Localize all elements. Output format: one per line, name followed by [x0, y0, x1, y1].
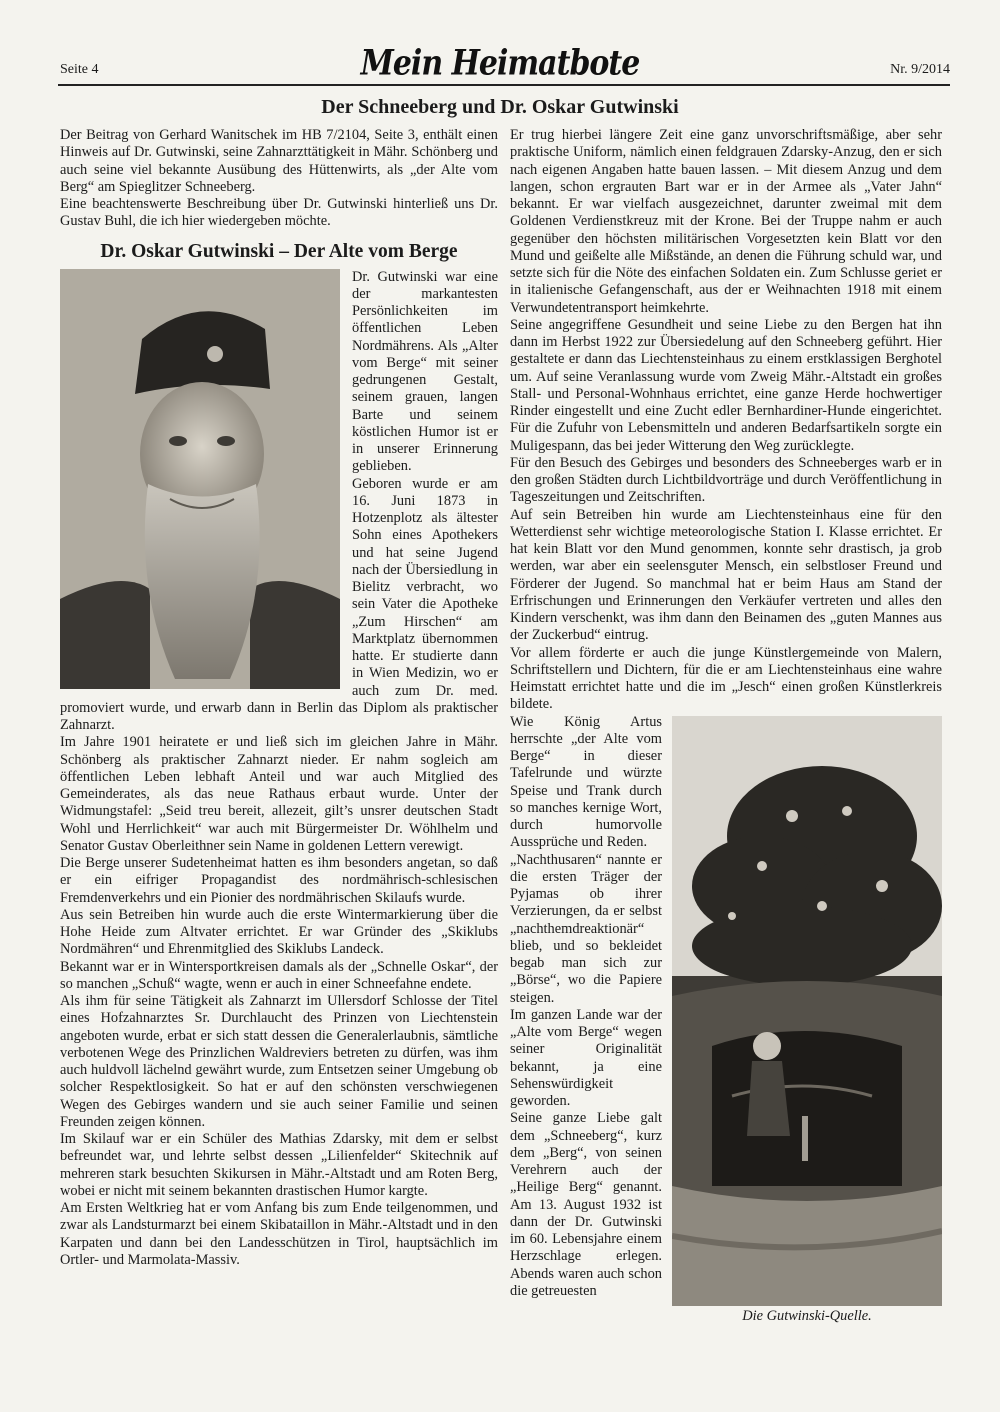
intro-paragraph: Eine beachtenswerte Beschreibung über Dr. Gutwinski hinterließ uns Dr. Gustav Buhl, die ich hier wiedergeben möchte. — [60, 196, 498, 230]
portrait-photo — [60, 269, 340, 689]
intro-paragraph: Der Beitrag von Gerhard Wanitschek im HB 7/2104, Seite 3, enthält einen Hinweis auf Dr. Gutwinski, seine Zahnarzttätigkeit in Mähr. Schönberg und auch seine viel bekannte Ausübung des Hüttenwirts, als „der Alte vom Berg“ am Spieglitzer Schneeberg. — [60, 127, 498, 195]
left-paragraph: Geboren wurde er am 16. Juni 1873 in Hotzenplotz als ältester Sohn eines Apothekers und hat seine Jugend nach der Übersiedlung in Bielitz verbracht, wo sein Vater die Apotheke „Zum Hirschen“ am Marktplatz übernommen hatte. Er studierte dann in Wien Medizin, wo er auch zum Dr. med. promoviert wurde, und erwarb dann in Berlin das Diplom als praktischer Zahnarzt. — [60, 475, 498, 733]
spring-photo — [672, 716, 942, 1306]
right-paragraph: Vor allem förderte er auch die junge Künstlergemeinde von Malern, Schriftstellern und Dichtern, für die er am Liechtensteinhaus eine wahre Heimstatt errichtet hatte und die im „Jesch“ einen großen Künstlerkreis bildete. — [510, 644, 942, 713]
issue-number: Nr. 9/2014 — [890, 62, 950, 77]
right-paragraph: Seine angegriffene Gesundheit und seine Liebe zu den Bergen hat ihn dann im Herbst 1922 zur Übersiedelung auf den Schneeberg geführt. Hier gestaltete er dann das Liechtensteinhaus zu einem erstklassigen Berghotel um. Auf seine Veranlassung wurde vom Zweig Mähr.-Altstadt ein großes Stall- und Personal-Wohnhaus errichtet, eine ganze Herde hochwertiger Rinder eingestellt und eine Zucht edler Bernhardiner-Hunde eingerichtet. Für die Zufuhr von Lebensmitteln und anderen Bedarfsartikeln sorgte ein Muligespann, das bei jeder Witterung den Weg zurücklegte. — [510, 316, 942, 454]
photo-caption: Die Gutwinski-Quelle. — [742, 1307, 872, 1324]
article-subtitle: Dr. Oskar Gutwinski – Der Alte vom Berge — [100, 240, 458, 262]
right-paragraph: Seine ganze Liebe galt dem „Schneeberg“, kurz dem „Berg“, von seinen Verehrern auch der „Heilige Berg“ genannt. Am 13. August 1932 ist dann der Dr. Gutwinski im 60. Lebensjahre einem Herzschlage erlegen. Abends waren auch schon die getreuesten — [510, 1110, 662, 1299]
right-paragraph: Er trug hierbei längere Zeit eine ganz unvorschriftsmäßige, aber sehr praktische Uniform, nämlich einen feldgrauen Zdarsky-Anzug, den er sich nach eigenen Angaben hatte bauen lassen. – Mit diesem Anzug und dem langen, schon ergrauten Bart war er in der Armee als „Vater Jahn“ bekannt. Er war vielfach ausgezeichnet, darunter zweimal mit dem Goldenen Verdienstkreuz mit der Krone. Bei der Truppe nahm er auch gegenüber den höchsten militärischen Vorgesetzten kein Blatt vor den Mund und geißelte alle Mißstände, an denen die Führung schuld war, und setzte sich für die Nöte des einfachen Soldaten ein. Zum Schlusse geriet er in italienische Gefangenschaft, aus der er Weihnachten 1918 mit einem Verwundetentransport heimkehrte. — [510, 127, 942, 316]
left-paragraph: Bekannt war er in Wintersportkreisen damals als der „Schnelle Oskar“, der so manchen „Schuß“ wagte, wenn er auch in einer Schneefahne endete. — [60, 958, 498, 992]
right-paragraph: „Nachthusaren“ nannte er die ersten Träger der Pyjamas ob ihrer Verzierungen, da er selbst „nachthemdreaktionär“ blieb, und so bekleidet begab man sich zur „Börse“, wo die Papiere steigen. — [510, 851, 662, 1006]
right-paragraph: Im ganzen Lande war der „Alte vom Berge“ wegen seiner Originalität bekannt, ja eine Sehenswürdigkeit geworden. — [510, 1006, 662, 1109]
right-paragraph: Wie König Artus herrschte „der Alte vom Berge“ in dieser Tafelrunde und würzte Speise und Trank durch so manches kernige Wort, durch humorvolle Aussprüche und Reden. — [510, 713, 662, 851]
left-paragraph: Die Berge unserer Sudetenheimat hatten es ihm besonders angetan, so daß er ein eifriger Propagandist des nordmährisch-schlesischen Fremdenverkehrs und ein Pionier des nordmährischen Skilaufs wurde. — [60, 855, 498, 906]
left-paragraph: Aus sein Betreiben hin wurde auch die erste Wintermarkierung über die Hohe Heide zum Altvater errichtet. Er war Gründer des „Skiklubs Nordmähren“ und Ehrenmitglied des Skiklubs Landeck. — [60, 906, 498, 958]
left-paragraph: Im Skilauf war er ein Schüler des Mathias Zdarsky, mit dem er selbst befreundet war, und lehrte selbst dessen „Lilienfelder“ Skitechnik auf mehreren stark besuchten Skikursen in Mähr.-Altstadt und am Roten Berg, wobei er nicht mit seinem bekannten drastischen Humor kargte. — [60, 1131, 498, 1199]
page-number: Seite 4 — [60, 62, 99, 77]
right-paragraph: Für den Besuch des Gebirges und besonders des Schneeberges warb er in den großen Städten durch Lichtbildvorträge und durch Veröffentlichung in Tageszeitungen und Zeitschriften. — [510, 454, 942, 506]
left-paragraph: Im Jahre 1901 heiratete er und ließ sich im gleichen Jahre in Mähr. Schönberg als praktischer Zahnarzt nieder. Er nahm sogleich am öffentlichen Leben lebhaft Anteil und war auch Mitglied des Gemeinderates, als das neue Rathaus erbaut wurde. Unter der Widmungstafel: „Seid treu bereit, allezeit, gilt’s unsrer deutschen Stadt Wohl und Herrlichkeit“ war auch mit Bürgermeister Dr. Wöhlhelm und Senator Gustav Oberleithner sein Name in goldenen Lettern verewigt. — [60, 734, 498, 854]
masthead-logo: Mein Heimatbote — [360, 43, 640, 84]
left-paragraph: Am Ersten Weltkrieg hat er vom Anfang bis zum Ende teilgenommen, und zwar als Landsturmarzt bei einem Skibataillon in Mähr.-Altstadt und in den Karpaten und dann bei den Landesschützen in Tirol, hauptsächlich im Ortler- und Marmolata-Massiv. — [60, 1200, 498, 1268]
right-column — [510, 127, 942, 1325]
left-column — [60, 127, 498, 1269]
right-paragraph: Auf sein Betreiben hin wurde am Liechtensteinhaus eine für den Wetterdienst sehr wichtige meteorologische Station I. Klasse errichtet. Er hat kein Blatt vor den Mund genommen, konnte sehr drastisch, ja grob werden, war aber ein seelensguter Mensch, ein selbstloser Freund und Förderer der Jugend. So manchmal hat er beim Haus am Stand der Erfrischungen und Erinnerungen den Verkäufer vertreten und alles den Kindern verschenkt, was ihm dann den Beinamen des „guten Mannes aus der Zuckerbud“ eintrug. — [510, 506, 942, 644]
header-rule — [58, 84, 950, 86]
article-title: Der Schneeberg und Dr. Oskar Gutwinski — [321, 96, 679, 118]
left-paragraph: Dr. Gutwinski war eine der markantesten Persönlichkeiten im öffentlichen Leben Nordmährens. Als „Alter vom Berge“ mit seiner gedrungenen Gestalt, seinem grauen, langen Barte und seinem köstlichen Humor ist er in unserer Erinnerung geblieben. — [352, 268, 498, 475]
left-paragraph: Als ihm für seine Tätigkeit als Zahnarzt im Ullersdorf Schlosse der Titel eines Hofzahnarztes Sr. Durchlaucht des Prinzen von Liechtenstein angeboten wurde, erbat er sich statt dessen die Generalerlaubnis, sämtliche verbotenen Wege des Prinzlichen Waldreviers betreten zu dürfen, was ihm auch huldvoll lächelnd gewährt wurde, zum Entsetzen seiner Umgebung ob solcher Respektlosigkeit. So hat er auf den schönsten verschwiegenen Wegen des Gebirges wandern und sie auch seiner Familie und seinen Freunden zeigen können. — [60, 993, 498, 1130]
